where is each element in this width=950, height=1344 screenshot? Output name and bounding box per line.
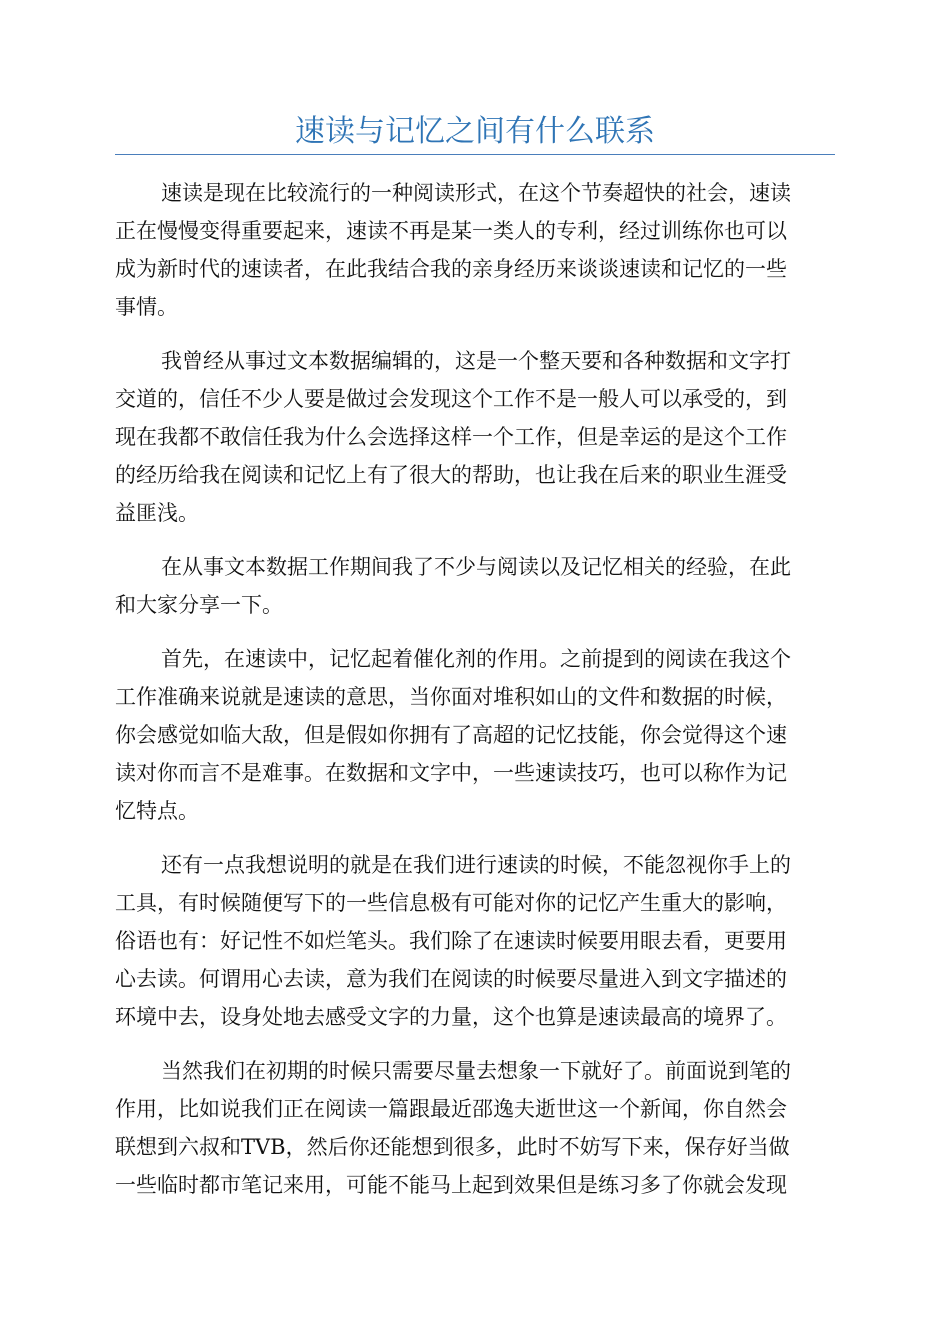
text-line: 联想到六叔和TVB，然后你还能想到很多，此时不妨写下来，保存好当做 bbox=[115, 1135, 790, 1159]
paragraph-6 bbox=[115, 1052, 835, 1204]
document-body bbox=[115, 174, 835, 1220]
text-line: 益匪浅。 bbox=[115, 501, 199, 525]
paragraph-5 bbox=[115, 846, 835, 1036]
text-line: 当然我们在初期的时候只需要尽量去想象一下就好了。前面说到笔的 bbox=[161, 1059, 791, 1083]
paragraph-1 bbox=[115, 174, 835, 326]
text-line: 的经历给我在阅读和记忆上有了很大的帮助，也让我在后来的职业生涯受 bbox=[115, 463, 787, 487]
text-line: 作用，比如说我们正在阅读一篇跟最近邵逸夫逝世这一个新闻，你自然会 bbox=[115, 1097, 787, 1121]
paragraph-2 bbox=[115, 342, 835, 532]
text-line: 首先，在速读中，记忆起着催化剂的作用。之前提到的阅读在我这个 bbox=[161, 647, 791, 671]
text-line: 读对你而言不是难事。在数据和文字中，一些速读技巧，也可以称作为记 bbox=[115, 761, 787, 785]
text-line: 交道的，信任不少人要是做过会发现这个工作不是一般人可以承受的，到 bbox=[115, 387, 787, 411]
text-line: 和大家分享一下。 bbox=[115, 593, 283, 617]
text-line: 事情。 bbox=[115, 295, 178, 319]
text-line: 正在慢慢变得重要起来，速读不再是某一类人的专利，经过训练你也可以 bbox=[115, 219, 787, 243]
text-line: 俗语也有：好记性不如烂笔头。我们除了在速读时候要用眼去看，更要用 bbox=[115, 929, 787, 953]
text-line: 工作准确来说就是速读的意思，当你面对堆积如山的文件和数据的时候， bbox=[115, 685, 787, 709]
paragraph-4 bbox=[115, 640, 835, 830]
title-underline bbox=[115, 154, 835, 155]
text-line: 忆特点。 bbox=[115, 799, 199, 823]
document-title: 速读与记忆之间有什么联系 bbox=[295, 114, 655, 149]
text-line: 我曾经从事过文本数据编辑的，这是一个整天要和各种数据和文字打 bbox=[161, 349, 791, 373]
text-line: 工具，有时候随便写下的一些信息极有可能对你的记忆产生重大的影响， bbox=[115, 891, 787, 915]
text-line: 成为新时代的速读者，在此我结合我的亲身经历来谈谈速读和记忆的一些 bbox=[115, 257, 787, 281]
text-line: 你会感觉如临大敌，但是假如你拥有了高超的记忆技能，你会觉得这个速 bbox=[115, 723, 787, 747]
text-line: 一些临时都市笔记来用，可能不能马上起到效果但是练习多了你就会发现 bbox=[115, 1173, 787, 1197]
text-line: 现在我都不敢信任我为什么会选择这样一个工作，但是幸运的是这个工作 bbox=[115, 425, 787, 449]
text-line: 心去读。何谓用心去读，意为我们在阅读的时候要尽量进入到文字描述的 bbox=[115, 967, 787, 991]
paragraph-3 bbox=[115, 548, 835, 624]
text-line: 速读是现在比较流行的一种阅读形式，在这个节奏超快的社会，速读 bbox=[161, 181, 791, 205]
text-line: 环境中去，设身处地去感受文字的力量，这个也算是速读最高的境界了。 bbox=[115, 1005, 787, 1029]
text-line: 在从事文本数据工作期间我了不少与阅读以及记忆相关的经验，在此 bbox=[161, 555, 791, 579]
text-line: 还有一点我想说明的就是在我们进行速读的时候，不能忽视你手上的 bbox=[161, 853, 791, 877]
